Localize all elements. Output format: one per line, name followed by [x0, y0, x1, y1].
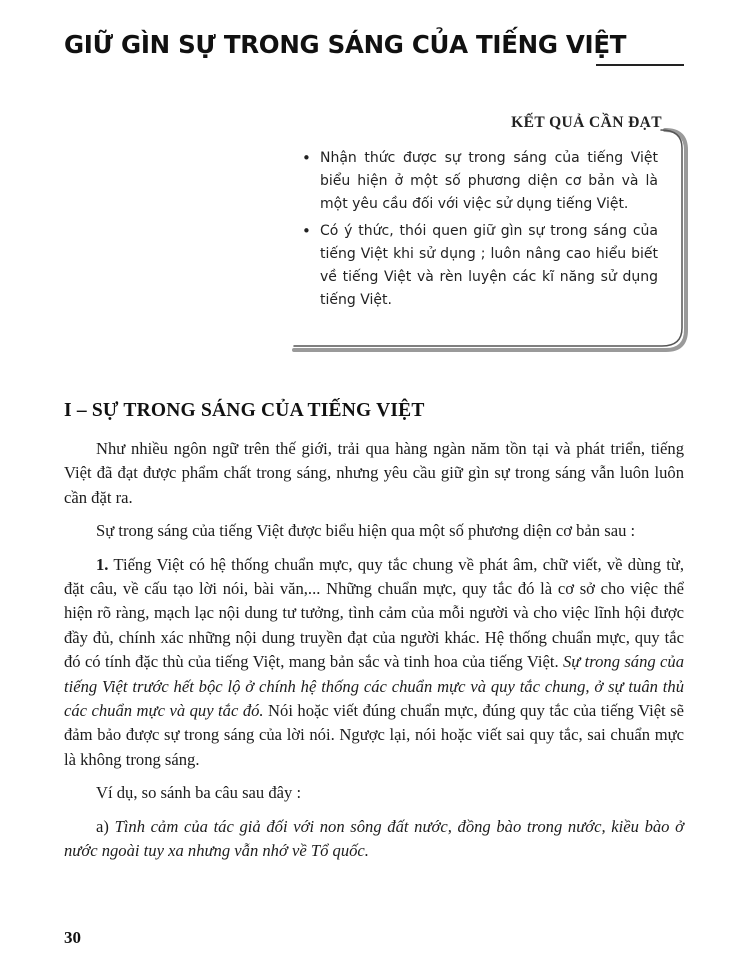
point-emphasis: Sự trong sáng của tiếng Việt trước hết bộc lộ ở chính hệ thống các chuẩn mực và quy tắc chung, ở sự tuân thủ các chuẩn mực và quy tắc đó. — [64, 652, 684, 721]
paragraph-point-1 — [64, 553, 684, 773]
title-underline-rule — [596, 64, 684, 66]
body-text — [64, 437, 684, 873]
chapter-title: GIỮ GÌN SỰ TRONG SÁNG CỦA TIẾNG VIỆT — [64, 30, 627, 59]
goals-box — [290, 114, 688, 354]
point-number: 1. — [96, 554, 109, 574]
point-tail: Nói hoặc viết đúng chuẩn mực, đúng quy tắc của tiếng Việt sẽ đảm bảo được sự trong sáng của lời nói. Ngược lại, nói hoặc viết sai quy tắc, sai chuẩn mực là không trong sáng. — [64, 701, 684, 769]
goal-item: • Có ý thức, thói quen giữ gìn sự trong sáng của tiếng Việt khi sử dụng ; luôn nâng cao hiểu biết về tiếng Việt và rèn luyện các kĩ năng sử dụng tiếng Việt. — [310, 220, 658, 312]
section-heading: I – SỰ TRONG SÁNG CỦA TIẾNG VIỆT — [64, 400, 425, 421]
paragraph-intro: Như nhiều ngôn ngữ trên thế giới, trải qua hàng ngàn năm tồn tại và phát triển, tiếng Việt đã đạt được phẩm chất trong sáng, nhưng yêu cầu giữ gìn sự trong sáng vẫn luôn luôn cần đặt ra. — [64, 439, 684, 507]
page-number: 30 — [64, 928, 81, 947]
paragraph-example-intro: Ví dụ, so sánh ba câu sau đây : — [96, 783, 302, 803]
paragraph-aspects: Sự trong sáng của tiếng Việt được biểu hiện qua một số phương diện cơ bản sau : — [96, 521, 636, 541]
goal-item: • Nhận thức được sự trong sáng của tiếng Việt biểu hiện ở một số phương diện cơ bản và là một yêu cầu đối với việc sử dụng tiếng Việt. — [310, 147, 658, 216]
goals-list — [310, 147, 658, 316]
example-label: a) — [96, 816, 115, 836]
paragraph-example-a — [64, 815, 684, 864]
goals-heading: KẾT QUẢ CẦN ĐẠT — [511, 114, 662, 131]
point-text: Tiếng Việt có hệ thống chuẩn mực, quy tắc chung về phát âm, chữ viết, về dùng từ, đặt câu, về cấu tạo lời nói, bài văn,... Những chuẩn mực, quy tắc đó là cơ sở cho việc thể hiện rõ ràng, mạch lạc nội dung tư tưởng, tình cảm của mỗi người và cho việc lĩnh hội được đầy đủ, chính xác những nội dung truyền đạt của người khác. Hệ thống chuẩn mực, quy tắc đó có tính đặc thù của tiếng Việt, mang bản sắc và tinh hoa của tiếng Việt. — [64, 554, 684, 672]
example-text: Tình cảm của tác giả đối với non sông đất nước, đồng bào trong nước, kiều bào ở nước ngoài tuy xa nhưng vẫn nhớ về Tổ quốc. — [64, 816, 684, 861]
